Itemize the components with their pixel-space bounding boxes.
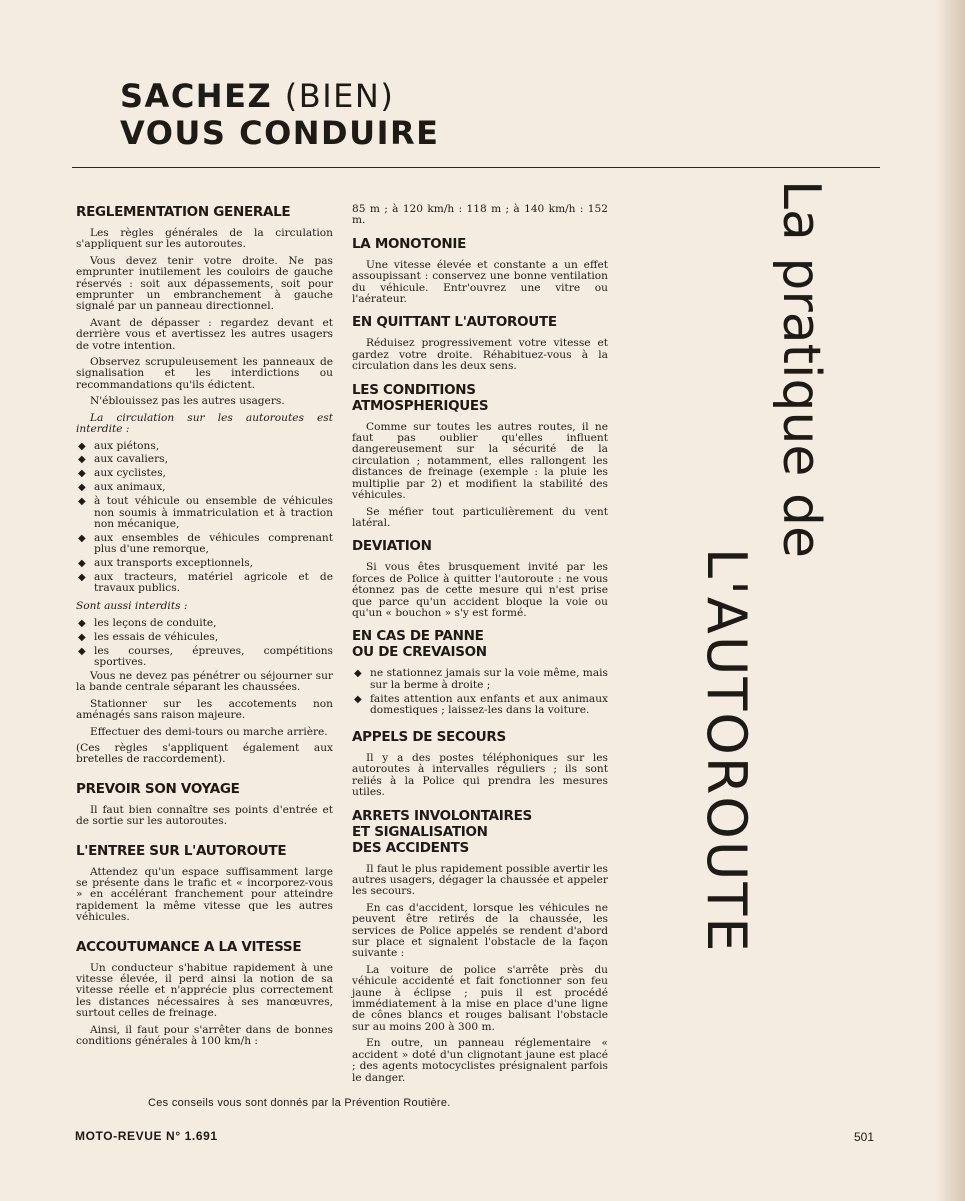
bullet-icon: ◆ xyxy=(78,468,86,480)
footnote: Ces conseils vous sont donnés par la Prévention Routière. xyxy=(148,1097,451,1109)
heading-line: ARRETS INVOLONTAIRES xyxy=(352,807,532,824)
list-item xyxy=(76,618,333,629)
column-2 xyxy=(352,204,608,1089)
heading-line: ET SIGNALISATION xyxy=(352,823,488,840)
heading-reglementation: REGLEMENTATION GENERALE xyxy=(76,204,291,220)
paragraph: Un conducteur s'habitue rapidement à une vitesse élevée, il perd ainsi la notion de sa vitesse réelle et n'apprécie plus correctement les distances nécessaires à ses manœuvres, surtout celles de freinage. xyxy=(76,961,333,1020)
paragraph: En outre, un panneau réglementaire « accident » doté d'un clignotant jaune est placé ; des agents motocyclistes présignalent parfois le danger. xyxy=(352,1037,608,1084)
bullet-icon: ◆ xyxy=(78,617,86,629)
list-item-text: faites attention aux enfants et aux animaux domestiques ; laissez-les dans la voiture. xyxy=(370,692,608,717)
paragraph: N'éblouissez pas les autres usagers. xyxy=(90,395,285,408)
list-item-text: aux piétons, xyxy=(94,439,160,452)
interdite-intro: La circulation sur les autoroutes est interdite : xyxy=(76,411,333,436)
paragraph: Avant de dépasser : regardez devant et derrière vous et avertissez les autres usagers de votre intention. xyxy=(76,316,333,352)
title-line-2: VOUS CONDUIRE xyxy=(120,114,440,152)
page-number: 501 xyxy=(854,1130,875,1144)
list-item xyxy=(76,468,333,479)
bullet-icon: ◆ xyxy=(78,454,86,466)
bullet-icon: ◆ xyxy=(78,496,86,508)
list-item-text: aux transports exceptionnels, xyxy=(94,557,254,570)
bullet-icon: ◆ xyxy=(78,572,86,584)
heading-conditions xyxy=(352,382,608,414)
heading-prevoir: PREVOIR SON VOYAGE xyxy=(76,780,240,797)
paragraph: Vous devez tenir votre droite. Ne pas emprunter inutilement les couloirs de gauche réservés : soit aux dépassements, soit pour emprunter un embranchement à gauche signalé par un panneau directionnel. xyxy=(76,254,333,313)
column-1 xyxy=(76,204,333,1052)
heading-line: EN CAS DE PANNE xyxy=(352,628,484,645)
header-rule xyxy=(72,167,880,168)
list-item-text: les leçons de conduite, xyxy=(94,616,217,629)
heading-line: OU DE CREVAISON xyxy=(352,644,487,661)
paragraph-continued: 85 m ; à 120 km/h : 118 m ; à 140 km/h : 152 m. xyxy=(352,203,608,227)
list-item xyxy=(352,694,608,717)
list-item xyxy=(76,632,333,643)
paragraph: Vous ne devez pas pénétrer ou séjourner sur la bande centrale séparant les chaussées. xyxy=(76,669,333,694)
list-item xyxy=(76,572,333,595)
heading-deviation: DEVIATION xyxy=(352,538,432,555)
paragraph: Une vitesse élevée et constante a un effet assoupissant : conservez une bonne ventilation du véhicule. Entr'ouvrez une vitre ou l'aérateur. xyxy=(352,258,608,306)
paragraph: Il faut le plus rapidement possible avertir les autres usagers, dégager la chaussée et appeler les secours. xyxy=(352,862,608,898)
paragraph: Observez scrupuleusement les panneaux de signalisation et les interdictions ou recommandations qu'ils édictent. xyxy=(76,356,333,391)
paragraph: Ainsi, il faut pour s'arrêter dans de bonnes conditions générales à 100 km/h : xyxy=(76,1023,333,1048)
paragraph: Réduisez progressivement votre vitesse et gardez votre droite. Réhabituez-vous à la circulation dans les deux sens. xyxy=(352,337,608,373)
heading-line: DES ACCIDENTS xyxy=(352,839,469,856)
aussi-interdits-intro: Sont aussi interdits : xyxy=(76,600,188,613)
heading-line: LES CONDITIONS xyxy=(352,381,476,398)
paragraph: (Ces règles s'appliquent également aux bretelles de raccordement). xyxy=(76,741,333,766)
heading-quittant: EN QUITTANT L'AUTOROUTE xyxy=(352,314,557,331)
magazine-issue: MOTO-REVUE N° 1.691 xyxy=(75,1129,218,1143)
paragraph: Effectuer des demi-tours ou marche arrière. xyxy=(90,725,328,738)
list-item xyxy=(76,454,333,465)
list-item-text: aux animaux, xyxy=(94,481,166,494)
list-item xyxy=(76,496,333,530)
paragraph: En cas d'accident, lorsque les véhicules ne peuvent être retirés de la chaussée, les services de Police appelés se rendent d'abord sur place et signalent l'obstacle de la façon suivante : xyxy=(352,901,608,960)
list-item xyxy=(76,558,333,569)
list-item-text: aux tracteurs, matériel agricole et de travaux publics. xyxy=(94,571,333,595)
list-item-text: ne stationnez jamais sur la voie même, mais sur la berme à droite ; xyxy=(370,667,608,691)
paragraph: Stationner sur les accotements non aménagés sans raison majeure. xyxy=(76,697,333,722)
paragraph: Il y a des postes téléphoniques sur les autoroutes à intervalles réguliers ; ils sont reliés à la Police qui prendra les mesures utiles. xyxy=(352,751,608,799)
bullet-icon: ◆ xyxy=(354,693,362,705)
bullet-icon: ◆ xyxy=(78,482,86,494)
paragraph: Comme sur toutes les autres routes, il ne faut pas oublier qu'elles influent dangereusement sur la sécurité de la circulation ; notamment, elles rallongent les distances de freinage (exemple : la pluie les multiplie par 2) et modifient la stabilité des véhicules. xyxy=(352,420,608,502)
list-item xyxy=(76,482,333,493)
bullet-icon: ◆ xyxy=(78,631,86,643)
bullet-icon: ◆ xyxy=(78,440,86,452)
bullet-icon: ◆ xyxy=(78,645,86,657)
list-item-text: aux cavaliers, xyxy=(94,453,168,466)
heading-entree: L'ENTREE SUR L'AUTOROUTE xyxy=(76,842,287,859)
paragraph: Il faut bien connaître ses points d'entrée et de sortie sur les autoroutes. xyxy=(76,803,333,828)
paragraph: La voiture de police s'arrête près du véhicule accidenté et fait fonctionner son feu jaune à éclipse ; puis il est procédé immédiatement à la mise en place d'une ligne de cônes blancs et rouges balisant l'obstacle sur au moins 200 à 300 m. xyxy=(352,963,608,1033)
title-line-1 xyxy=(120,78,440,115)
heading-secours: APPELS DE SECOURS xyxy=(352,728,506,745)
list-item-text: les essais de véhicules, xyxy=(94,630,219,643)
paragraph: Les règles générales de la circulation s'appliquent sur les autoroutes. xyxy=(76,227,333,251)
heading-line: ATMOSPHERIQUES xyxy=(352,397,489,414)
list-item-text: à tout véhicule ou ensemble de véhicules non soumis à immatriculation et à traction non mécanique, xyxy=(94,495,333,530)
list-item xyxy=(76,533,333,556)
heading-panne xyxy=(352,628,608,660)
bullet-icon: ◆ xyxy=(354,668,362,680)
paragraph: Attendez qu'un espace suffisamment large se présente dans le trafic et « incorporez-vous » en accélérant franchement pour atteindre rapidement la même vitesse que les autres véhicules. xyxy=(76,865,333,924)
heading-monotonie: LA MONOTONIE xyxy=(352,235,467,252)
paragraph: Si vous êtes brusquement invité par les forces de Police à quitter l'autoroute : ne vous étonnez pas de cette mesure qui n'est prise que parce qu'un accident bloque la voie ou qu'un « bouchon » s'y est formé. xyxy=(352,561,608,619)
bullet-icon: ◆ xyxy=(78,558,86,570)
title-word-bien: (BIEN) xyxy=(284,77,395,115)
vertical-title-line-1: La pratique de xyxy=(771,180,831,558)
heading-arrets xyxy=(352,808,608,856)
list-item-text: aux ensembles de véhicules comprenant plus d'une remorque, xyxy=(94,531,333,556)
list-item-text: aux cyclistes, xyxy=(94,467,166,480)
heading-accoutumance: ACCOUTUMANCE A LA VITESSE xyxy=(76,938,302,955)
paragraph: Se méfier tout particulièrement du vent latéral. xyxy=(352,505,608,529)
list-item xyxy=(76,646,333,669)
page-title xyxy=(120,78,440,152)
list-item xyxy=(76,441,333,452)
list-item-text: les courses, épreuves, compétitions sportives. xyxy=(94,644,333,668)
list-item xyxy=(352,668,608,691)
title-word-sachez: SACHEZ xyxy=(120,77,273,115)
vertical-title-line-2: L'AUTOROUTE xyxy=(695,548,758,954)
bullet-icon: ◆ xyxy=(78,532,86,544)
